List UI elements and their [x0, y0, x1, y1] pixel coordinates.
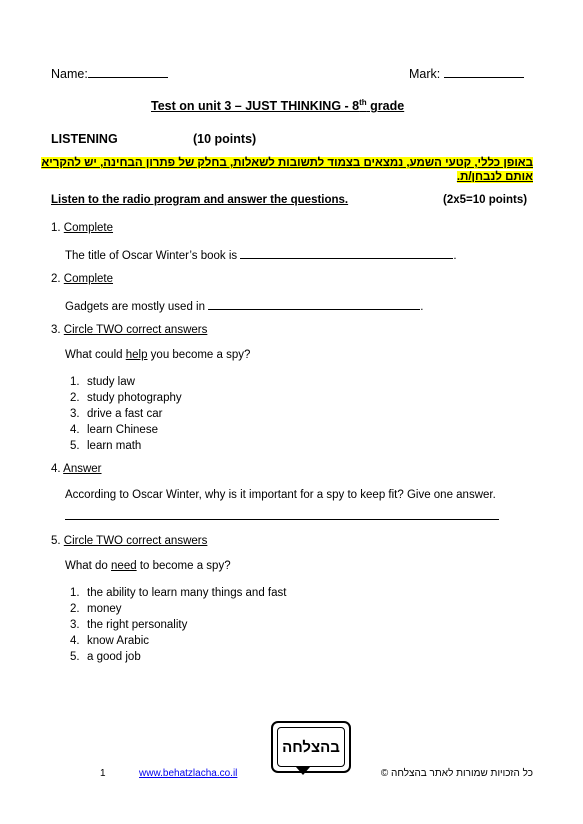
name-label: Name:: [51, 67, 88, 81]
question-5-options: [70, 585, 286, 665]
mark-field[interactable]: [409, 66, 524, 81]
question-2-header: [51, 273, 113, 285]
question-number: 3.: [51, 324, 61, 336]
question-5-prompt: What do need to become a spy?: [65, 560, 231, 572]
list-item[interactable]: 1. study law: [70, 376, 135, 388]
list-item[interactable]: 5. learn math: [70, 440, 142, 452]
question-2-prompt: Gadgets are mostly used in .: [65, 298, 423, 313]
list-item[interactable]: 4. learn Chinese: [70, 424, 158, 436]
question-4-answer-line[interactable]: [65, 519, 499, 520]
hebrew-note-line1: באופן כללי, קטעי השמע, נמצאים בצמוד לתשובות לשאלות, בחלק של פתרון הבחינה, יש להקריא: [41, 157, 533, 169]
question-4-prompt: According to Oscar Winter, why is it important for a spy to keep fit? Give one answer.: [65, 489, 496, 501]
hebrew-note-line2: אותם לנבחן/ת.: [456, 171, 533, 183]
question-number: 2.: [51, 273, 61, 285]
name-blank[interactable]: [88, 66, 168, 78]
question-3-prompt: What could help you become a spy?: [65, 349, 251, 361]
question-1-header: [51, 222, 113, 234]
question-1-answer-blank[interactable]: [240, 247, 453, 259]
question-number: 1.: [51, 222, 61, 234]
test-title: Test on unit 3 – JUST THINKING - 8th grade: [151, 98, 405, 114]
question-3-options: [70, 374, 182, 454]
question-3-header: [51, 324, 207, 336]
question-type: Complete: [63, 273, 114, 285]
question-type: Answer: [63, 463, 102, 475]
mark-label: Mark:: [409, 67, 441, 81]
question-5-header: [51, 535, 207, 547]
question-4-header: [51, 463, 102, 475]
section-points: (10 points): [193, 132, 257, 146]
question-type: Circle TWO correct answers: [63, 535, 208, 547]
logo-text: בהצלחה: [277, 727, 345, 767]
list-item[interactable]: 2. study photography: [70, 392, 182, 404]
website-link[interactable]: www.behatzlacha.co.il: [139, 768, 238, 779]
name-field[interactable]: [51, 66, 168, 81]
hebrew-note: [41, 157, 533, 183]
page-number: 1: [100, 768, 106, 779]
section-title: LISTENING: [51, 132, 118, 146]
list-item[interactable]: 5. a good job: [70, 651, 141, 663]
instruction-points: (2x5=10 points): [443, 194, 528, 206]
behatzlacha-logo: [271, 721, 351, 773]
list-item[interactable]: 3. drive a fast car: [70, 408, 163, 420]
question-number: 5.: [51, 535, 61, 547]
question-type: Circle TWO correct answers: [63, 324, 208, 336]
question-2-answer-blank[interactable]: [208, 298, 420, 310]
question-type: Complete: [63, 222, 114, 234]
question-1-prompt: The title of Oscar Winter’s book is .: [65, 247, 457, 262]
list-item[interactable]: 4. know Arabic: [70, 635, 150, 647]
copyright-text: כל הזכויות שמורות לאתר בהצלחה ©: [380, 768, 533, 779]
instruction-text: Listen to the radio program and answer the questions.: [51, 194, 349, 206]
list-item[interactable]: 2. money: [70, 603, 122, 615]
list-item[interactable]: 3. the right personality: [70, 619, 188, 631]
mark-blank[interactable]: [444, 66, 524, 78]
question-number: 4.: [51, 463, 61, 475]
list-item[interactable]: 1. the ability to learn many things and fast: [70, 587, 287, 599]
logo-speech-tail: [296, 767, 310, 775]
